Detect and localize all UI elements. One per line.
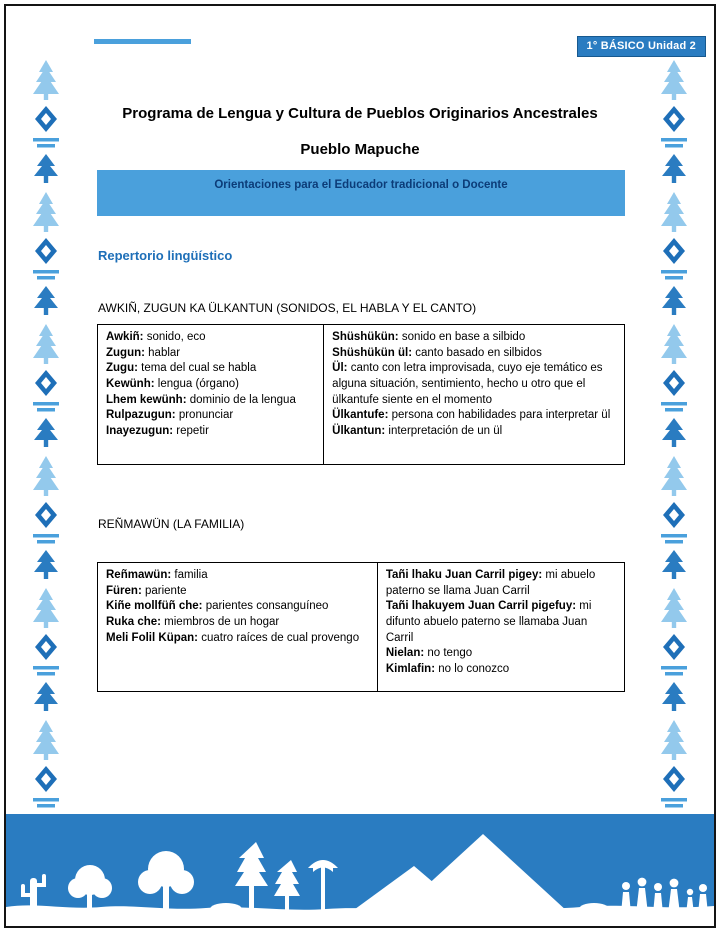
vocab-definition: persona con habilidades para interpretar ül bbox=[391, 409, 611, 422]
vocab-definition: cuatro raíces de cual provengo bbox=[201, 631, 360, 644]
vocab-definition: no lo conozco bbox=[438, 662, 510, 675]
vocab-entry bbox=[332, 408, 616, 424]
vocab-entry bbox=[106, 377, 315, 393]
vocab-term: Meli Folil Küpan : bbox=[106, 632, 201, 644]
decorative-border-right bbox=[654, 58, 694, 812]
vocab-definition: mi abuelo paterno se llama Juan Carril bbox=[385, 569, 596, 597]
vocab-definition: interpretación de un ül bbox=[388, 424, 503, 437]
vocab-entry bbox=[106, 424, 315, 440]
vocab-entry bbox=[386, 646, 616, 662]
document-title: Programa de Lengua y Cultura de Pueblos Originarios Ancestrales bbox=[122, 105, 598, 122]
vocab-term: Rulpazugun : bbox=[106, 409, 179, 421]
vocab-entry bbox=[386, 568, 616, 599]
vocab-definition: miembros de un hogar bbox=[164, 615, 280, 628]
vocab-term: Shüshükün ül : bbox=[332, 347, 415, 359]
footer-illustration bbox=[6, 814, 714, 918]
vocab-entry bbox=[106, 631, 369, 647]
vocab-entry bbox=[332, 361, 616, 408]
table2-left-cell bbox=[98, 563, 378, 691]
vocab-term: Nielan : bbox=[386, 647, 428, 659]
vocab-definition: dominio de la lengua bbox=[189, 393, 296, 406]
vocab-definition: tema del cual se habla bbox=[141, 362, 257, 375]
vocab-entry bbox=[106, 346, 315, 362]
table2-right-cell bbox=[378, 563, 624, 691]
vocab-definition: lengua (órgano) bbox=[157, 377, 239, 390]
vocab-entry bbox=[106, 408, 315, 424]
subsection2-heading: REÑMAWÜN (LA FAMILIA) bbox=[98, 517, 245, 531]
vocab-term: Kimlafin : bbox=[386, 663, 438, 675]
vocab-term: Shüshükün : bbox=[332, 331, 402, 343]
vocab-entry bbox=[106, 393, 315, 409]
vocab-term: Tañi lhakuyem Juan Carril pigefuy : bbox=[386, 600, 579, 612]
vocab-definition: no tengo bbox=[427, 647, 473, 660]
vocab-term: Zugun : bbox=[106, 347, 148, 359]
vocab-term: Lhem kewünh : bbox=[106, 394, 190, 406]
vocab-entry bbox=[106, 615, 369, 631]
vocab-term: Ülkantufe : bbox=[332, 409, 391, 421]
table1-left-cell bbox=[98, 325, 324, 464]
vocab-term: Ül : bbox=[332, 362, 351, 374]
decorative-line bbox=[94, 39, 191, 44]
vocab-term: Inayezugun : bbox=[106, 425, 176, 437]
vocab-term: Kiñe mollfüñ che : bbox=[106, 600, 206, 612]
vocab-definition: mi difunto abuelo paterno se llamaba Juan Carril bbox=[385, 600, 592, 644]
vocab-term: Awkiñ : bbox=[106, 331, 147, 343]
vocab-term: Füren : bbox=[106, 585, 145, 597]
vocab-entry bbox=[386, 599, 616, 646]
landscape-silhouette-graphic bbox=[6, 814, 714, 918]
vocab-entry bbox=[332, 330, 616, 346]
vocab-term: Reñmawün : bbox=[106, 569, 174, 581]
vocab-entry bbox=[386, 662, 616, 678]
vocab-definition: sonido, eco bbox=[146, 331, 206, 343]
vocab-definition: canto basado en silbidos bbox=[415, 346, 542, 359]
vocab-definition: pronunciar bbox=[178, 409, 234, 422]
vocab-definition: parientes consanguíneo bbox=[205, 600, 329, 613]
vocab-definition: pariente bbox=[144, 584, 187, 597]
vocab-term: Kewünh : bbox=[106, 378, 158, 390]
vocab-definition: sonido en base a silbido bbox=[401, 331, 526, 343]
document-subtitle: Pueblo Mapuche bbox=[300, 141, 420, 158]
decorative-border-left bbox=[26, 58, 66, 812]
vocab-term: Tañi lhaku Juan Carril pigey : bbox=[386, 569, 546, 581]
vocab-entry bbox=[106, 599, 369, 615]
section-heading: Repertorio lingüístico bbox=[98, 248, 233, 263]
vocab-definition: familia bbox=[174, 569, 208, 581]
orientation-banner-label: Orientaciones para el Educador tradicional o Docente bbox=[214, 179, 508, 191]
vocabulary-table-sounds bbox=[97, 324, 625, 465]
vocab-term: Zugu : bbox=[106, 362, 141, 374]
table1-right-cell bbox=[324, 325, 624, 464]
vocab-definition: hablar bbox=[148, 346, 181, 359]
vocab-entry bbox=[332, 424, 616, 440]
vocab-entry bbox=[332, 346, 616, 362]
subsection1-heading: AWKIÑ, ZUGUN KA ÜLKANTUN (SONIDOS, EL HABLA Y EL CANTO) bbox=[98, 301, 477, 315]
vocab-term: Ruka che : bbox=[106, 616, 164, 628]
orientation-banner bbox=[97, 170, 625, 216]
vocab-definition: repetir bbox=[176, 424, 209, 437]
vocab-entry bbox=[106, 568, 369, 584]
vocab-entry bbox=[106, 584, 369, 600]
vocabulary-table-family bbox=[97, 562, 625, 692]
vocab-term: Ülkantun : bbox=[332, 425, 388, 437]
vocab-entry bbox=[106, 330, 315, 346]
vocab-definition: canto con letra improvisada, cuyo eje temático es alguna situación, sentimiento, hecho u otro que el ülkantufe siente en el momento bbox=[332, 362, 603, 406]
vocab-entry bbox=[106, 361, 315, 377]
unit-badge: 1° BÁSICO Unidad 2 bbox=[577, 36, 706, 57]
